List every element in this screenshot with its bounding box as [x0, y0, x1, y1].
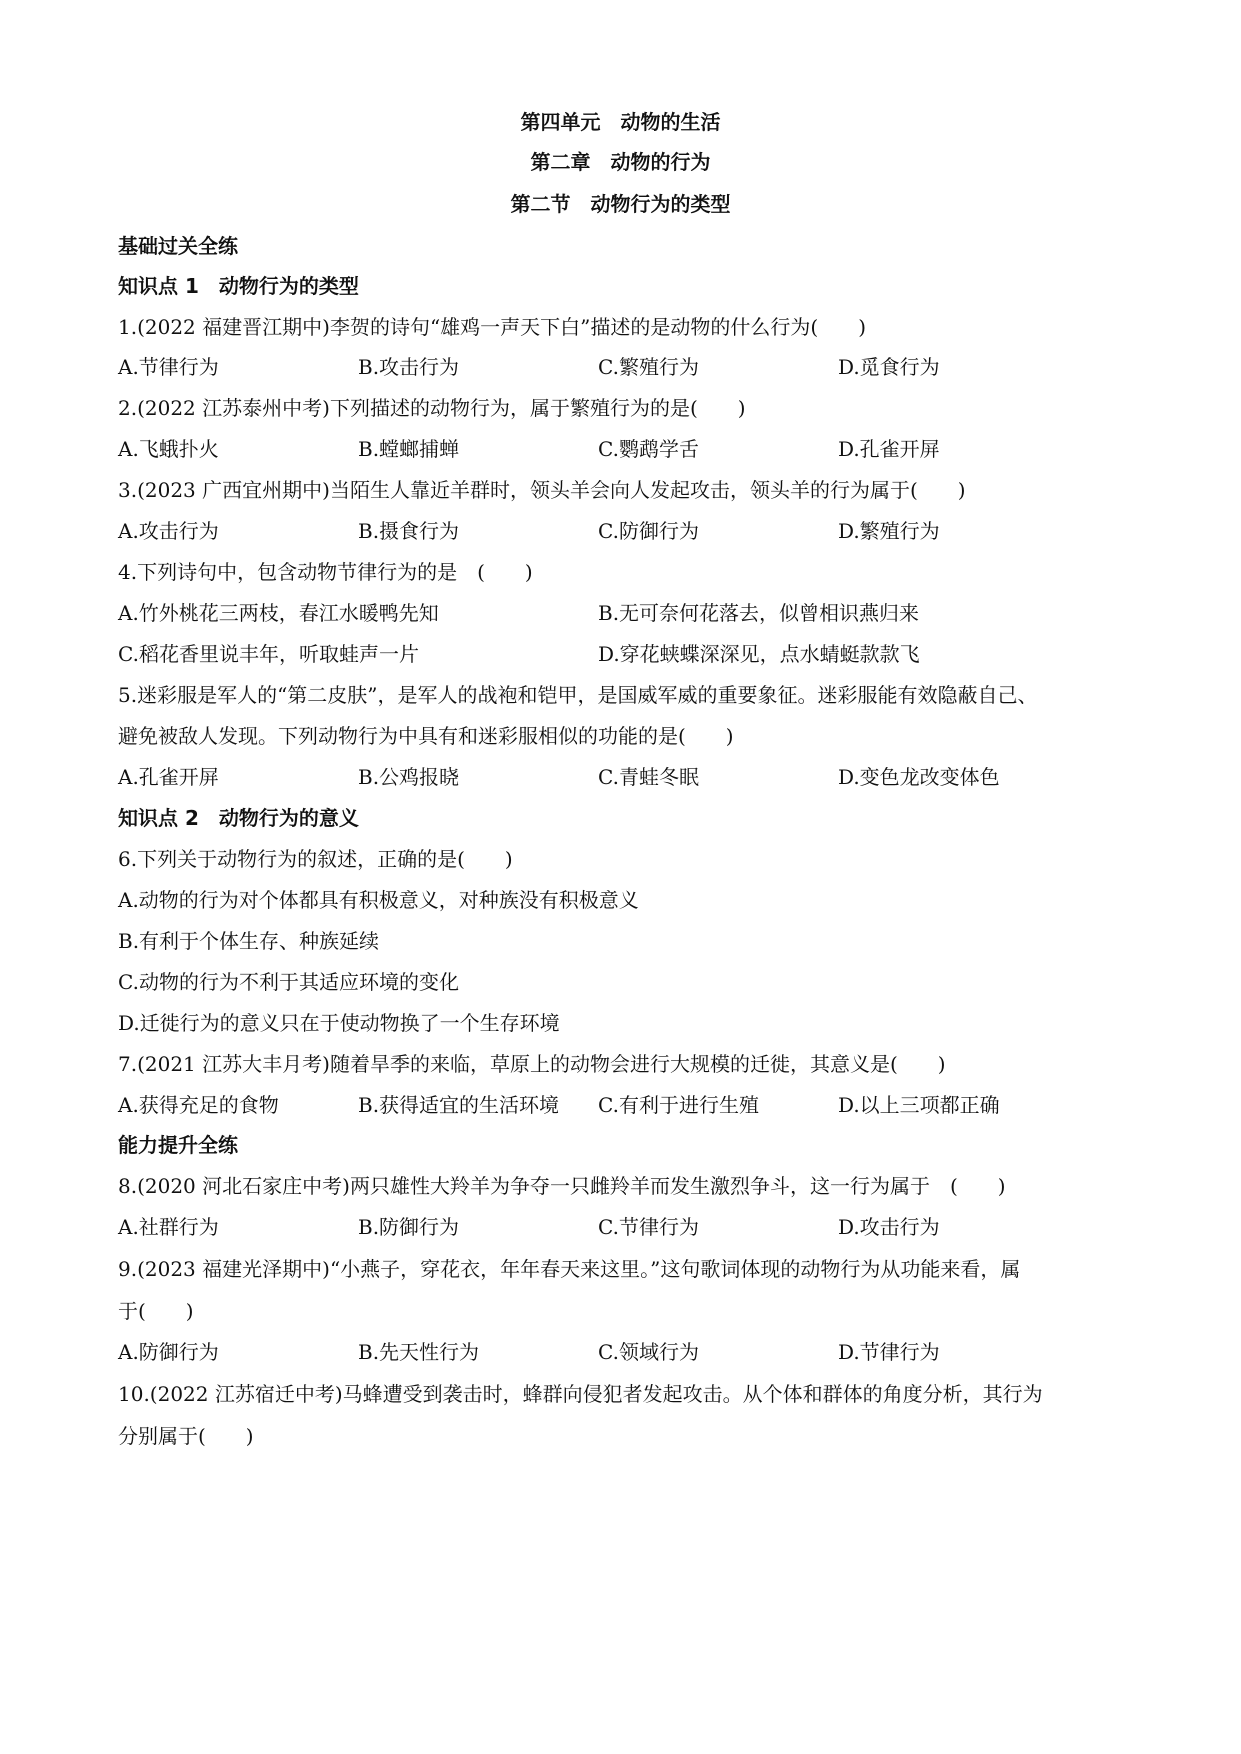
option-d: D.节律行为 — [838, 1340, 940, 1364]
question-9-stem-line-1: 9.(2023 福建光泽期中)“小燕子，穿花衣，年年春天来这里。”这句歌词体现的动物行为从功能来看，属 — [118, 1257, 1021, 1281]
question-8-stem: 8.(2020 河北石家庄中考)两只雄性大羚羊为争夺一只雌羚羊而发生激烈争斗，这一行为属于 ( ) — [118, 1174, 1006, 1198]
question-2-options — [0, 435, 1241, 463]
option-b: B.公鸡报晓 — [358, 765, 460, 789]
option-d: D.繁殖行为 — [838, 519, 940, 543]
option-b: B.防御行为 — [358, 1215, 460, 1239]
option-b: B.螳螂捕蝉 — [358, 437, 460, 461]
option-b: B.摄食行为 — [358, 519, 460, 543]
unit-title: 第四单元 动物的生活 — [520, 110, 721, 134]
option-d: D.变色龙改变体色 — [838, 765, 1000, 789]
option-a: A.社群行为 — [118, 1215, 219, 1239]
option-b: B.获得适宜的生活环境 — [358, 1093, 560, 1117]
option-a: A.获得充足的食物 — [118, 1093, 279, 1117]
question-3-options — [0, 517, 1241, 545]
option-a: A.节律行为 — [118, 355, 219, 379]
option-a: A.竹外桃花三两枝，春江水暖鸭先知 — [118, 601, 439, 625]
question-4-options-row-1 — [0, 599, 1241, 627]
option-b: B.无可奈何花落去，似曾相识燕归来 — [598, 601, 920, 625]
question-2-stem: 2.(2022 江苏泰州中考)下列描述的动物行为，属于繁殖行为的是( ) — [118, 396, 746, 420]
basic-practice-heading: 基础过关全练 — [118, 234, 238, 258]
question-4-stem: 4.下列诗句中，包含动物节律行为的是 ( ) — [118, 560, 533, 584]
question-6-option-a: A.动物的行为对个体都具有积极意义，对种族没有积极意义 — [118, 888, 639, 912]
option-d: D.以上三项都正确 — [838, 1093, 1000, 1117]
question-4-options-row-2 — [0, 640, 1241, 668]
option-d: D.穿花蛱蝶深深见，点水蜻蜓款款飞 — [598, 642, 920, 666]
question-9-options — [0, 1338, 1241, 1366]
chapter-title: 第二章 动物的行为 — [530, 150, 711, 174]
advanced-practice-heading: 能力提升全练 — [118, 1133, 238, 1157]
question-7-stem: 7.(2021 江苏大丰月考)随着旱季的来临，草原上的动物会进行大规模的迁徙，其意义是( ) — [118, 1052, 946, 1076]
question-6-option-d: D.迁徙行为的意义只在于使动物换了一个生存环境 — [118, 1011, 560, 1035]
option-b: B.攻击行为 — [358, 355, 460, 379]
question-10-stem-line-1: 10.(2022 江苏宿迁中考)马蜂遭受到袭击时，蜂群向侵犯者发起攻击。从个体和群体的角度分析，其行为 — [118, 1382, 1043, 1406]
option-a: A.孔雀开屏 — [118, 765, 219, 789]
question-6-stem: 6.下列关于动物行为的叙述，正确的是( ) — [118, 847, 513, 871]
option-c: C.领域行为 — [598, 1340, 699, 1364]
option-a: A.防御行为 — [118, 1340, 219, 1364]
question-7-options — [0, 1091, 1241, 1119]
knowledge-point-1-heading: 知识点 1 动物行为的类型 — [118, 274, 359, 298]
question-6-option-b: B.有利于个体生存、种族延续 — [118, 929, 380, 953]
option-c: C.鹦鹉学舌 — [598, 437, 699, 461]
option-c: C.繁殖行为 — [598, 355, 699, 379]
option-d: D.攻击行为 — [838, 1215, 940, 1239]
knowledge-point-2-heading: 知识点 2 动物行为的意义 — [118, 806, 359, 830]
question-5-options — [0, 763, 1241, 791]
question-3-stem: 3.(2023 广西宜州期中)当陌生人靠近羊群时，领头羊会向人发起攻击，领头羊的行为属于( ) — [118, 478, 966, 502]
question-5-stem-line-2: 避免被敌人发现。下列动物行为中具有和迷彩服相似的功能的是( ) — [118, 724, 734, 748]
option-c: C.防御行为 — [598, 519, 699, 543]
question-5-stem-line-1: 5.迷彩服是军人的“第二皮肤”，是军人的战袍和铠甲，是国威军威的重要象征。迷彩服能有效隐蔽自己、 — [118, 683, 1038, 707]
question-9-stem-line-2: 于( ) — [118, 1299, 194, 1323]
question-8-options — [0, 1213, 1241, 1241]
option-b: B.先天性行为 — [358, 1340, 480, 1364]
option-a: A.攻击行为 — [118, 519, 219, 543]
question-6-option-c: C.动物的行为不利于其适应环境的变化 — [118, 970, 459, 994]
question-1-options — [0, 353, 1241, 381]
option-c: C.青蛙冬眠 — [598, 765, 699, 789]
option-a: A.飞蛾扑火 — [118, 437, 219, 461]
section-title: 第二节 动物行为的类型 — [510, 192, 731, 216]
option-c: C.有利于进行生殖 — [598, 1093, 759, 1117]
option-d: D.孔雀开屏 — [838, 437, 940, 461]
option-c: C.节律行为 — [598, 1215, 699, 1239]
option-d: D.觅食行为 — [838, 355, 940, 379]
question-10-stem-line-2: 分别属于( ) — [118, 1424, 254, 1448]
question-1-stem: 1.(2022 福建晋江期中)李贺的诗句“雄鸡一声天下白”描述的是动物的什么行为( ) — [118, 315, 866, 339]
option-c: C.稻花香里说丰年，听取蛙声一片 — [118, 642, 419, 666]
